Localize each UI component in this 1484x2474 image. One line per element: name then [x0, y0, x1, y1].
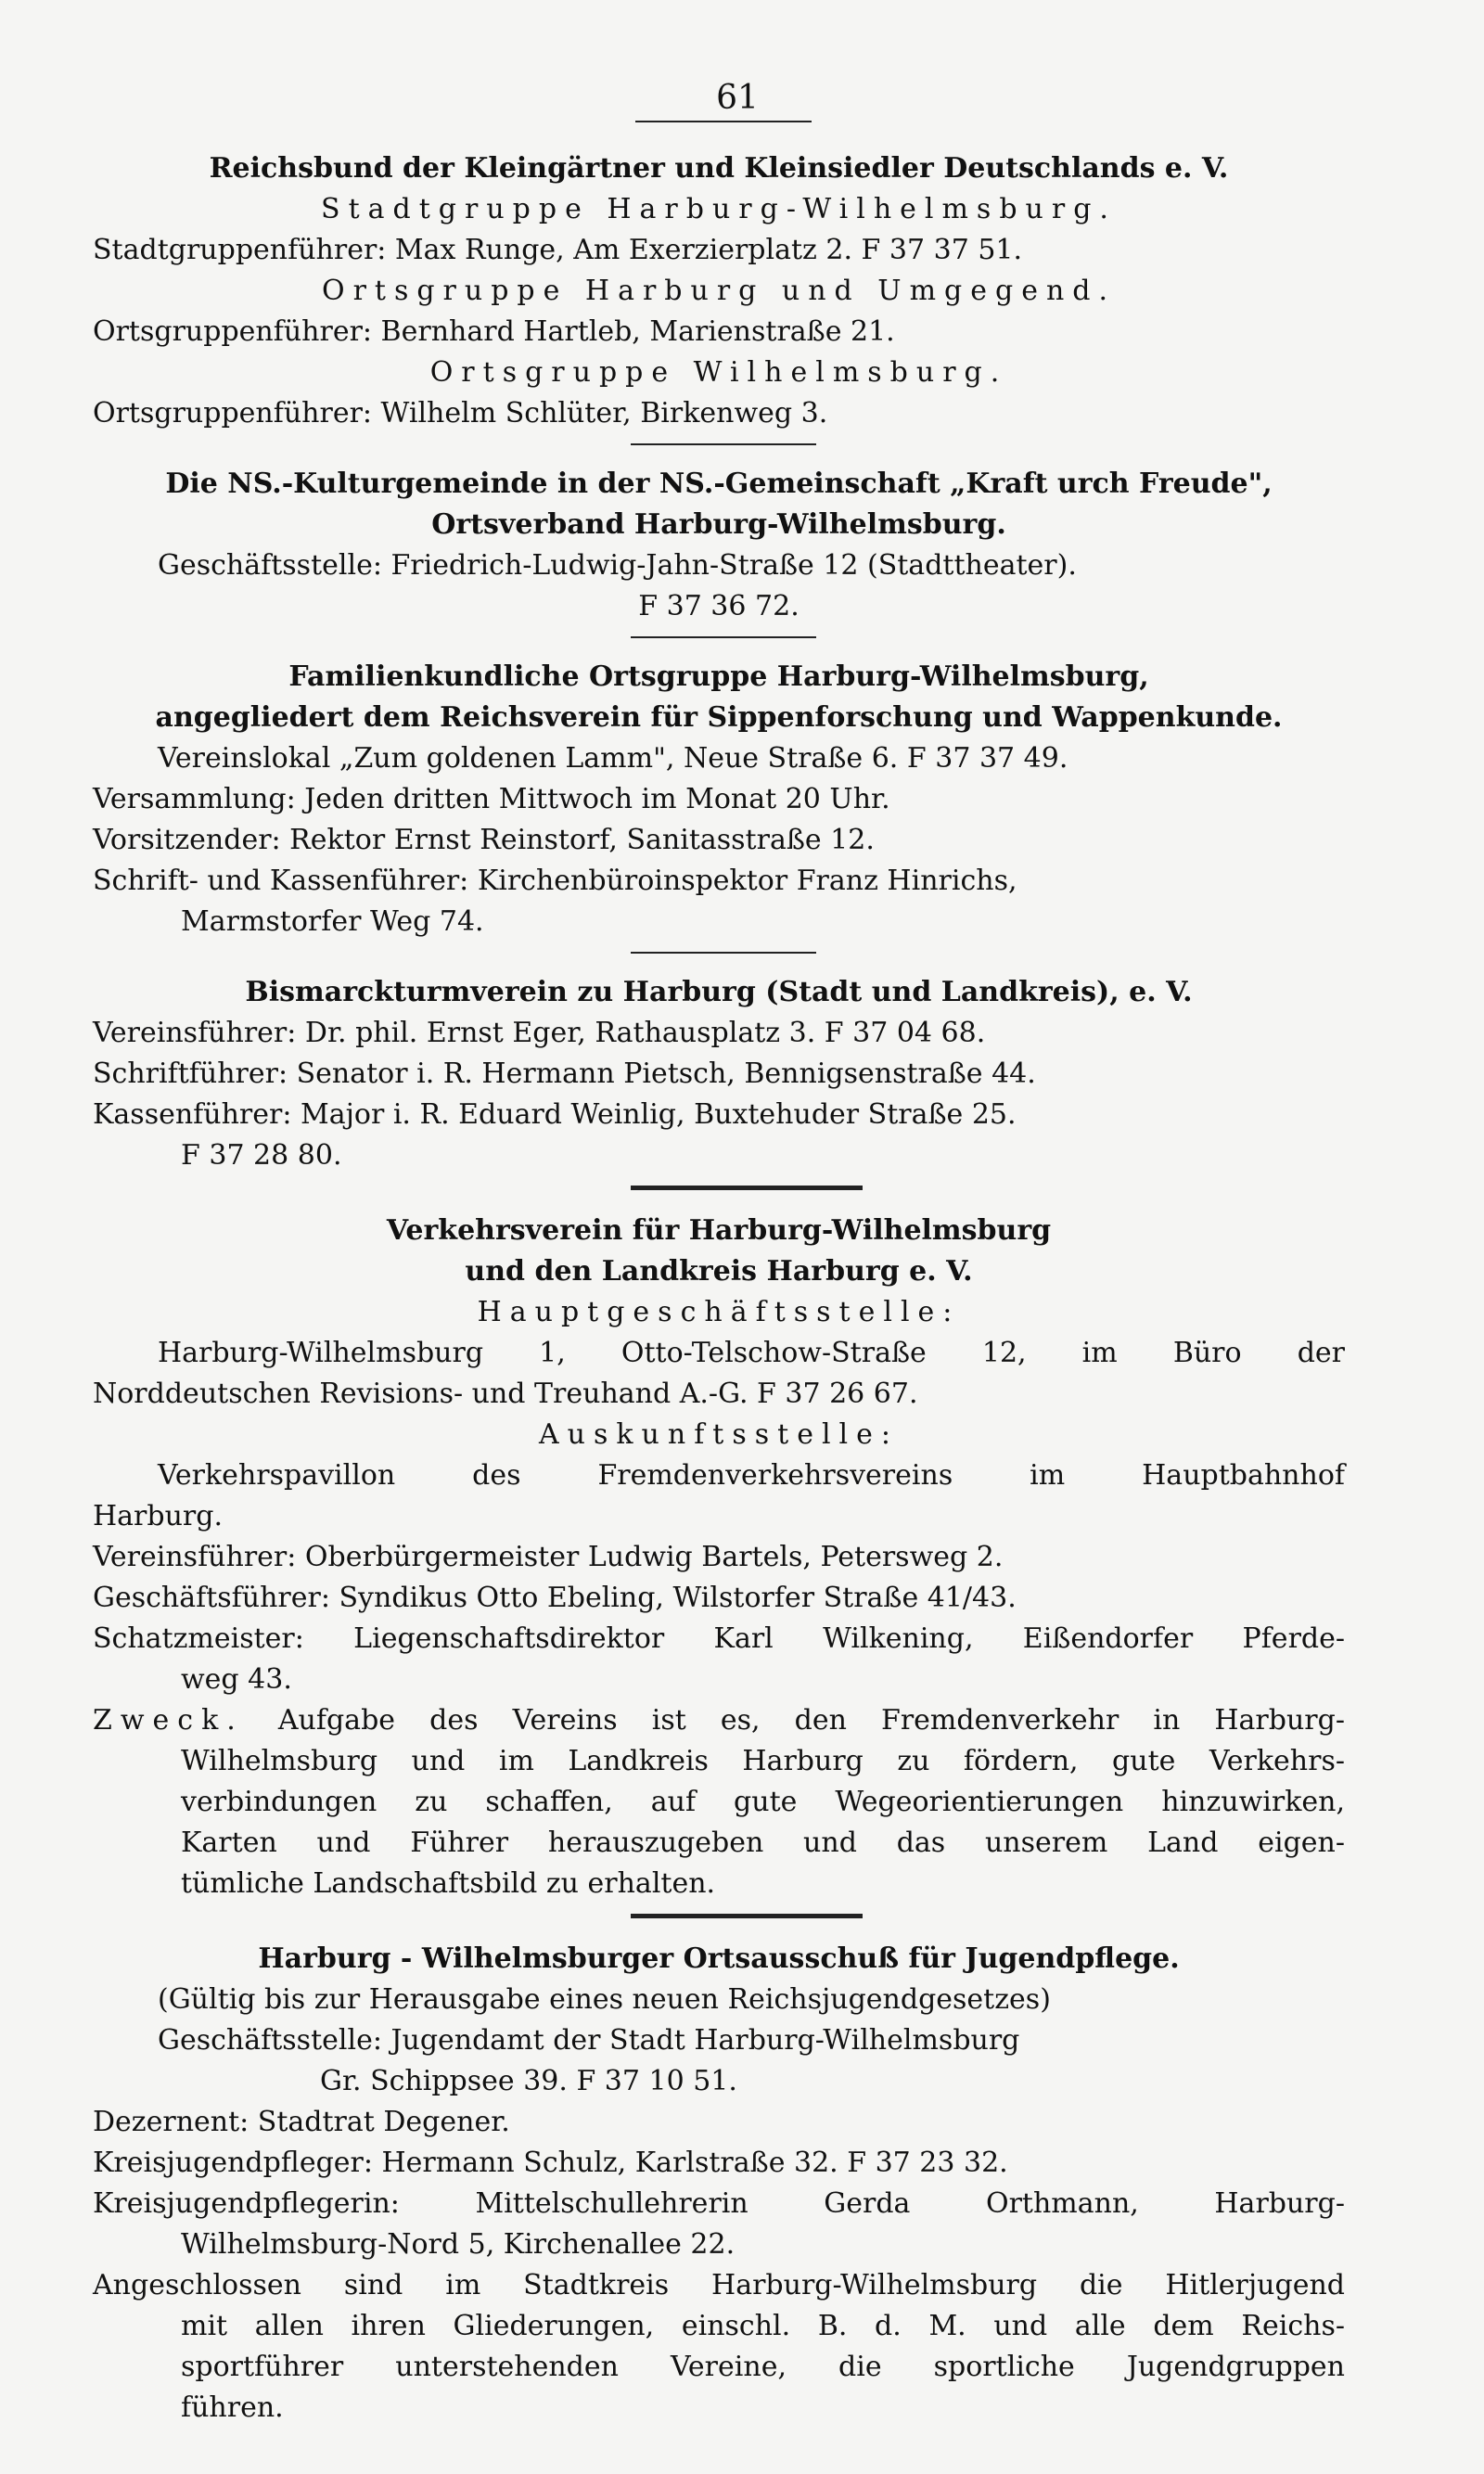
entry-line: Harburg. [93, 1500, 223, 1532]
section-title: Harburg - Wilhelmsburger Ortsausschuß für Jugendpflege. [258, 1942, 1180, 1975]
entry-line: Stadtgruppenführer: Max Runge, Am Exerzierplatz 2. F 37 37 51. [93, 234, 1023, 266]
entry-line: Kreisjugendpfleger: Hermann Schulz, Karlstraße 32. F 37 23 32. [93, 2147, 1008, 2179]
section-kulturgemeinde [93, 464, 1345, 627]
section-jugendpflege [93, 1939, 1345, 2429]
section-title: Verkehrsverein für Harburg-Wilhelmsburg [386, 1214, 1052, 1247]
entry-line: Schriftführer: Senator i. R. Hermann Pietsch, Bennigsenstraße 44. [93, 1058, 1036, 1090]
entry-line: Marmstorfer Weg 74. [181, 905, 484, 938]
page-number: 61 [716, 79, 759, 117]
entry-line: Schrift- und Kassenführer: Kirchenbüroinspektor Franz Hinrichs, [93, 865, 1017, 897]
entry-line: Versammlung: Jeden dritten Mittwoch im Monat 20 Uhr. [93, 783, 890, 815]
entry-line: Schatzmeister: Liegenschaftsdirektor Karl Wilkening, Eißendorfer Pferde- [93, 1622, 1345, 1655]
divider [631, 1186, 863, 1190]
purpose-line: Karten und Führer herauszugeben und das unserem Land eigen- [181, 1827, 1345, 1859]
entry-line: Kassenführer: Major i. R. Eduard Weinlig, Buxtehuder Straße 25. [93, 1098, 1017, 1131]
section-kleingaertner [93, 148, 1345, 434]
entry-line: führen. [181, 2391, 284, 2424]
purpose-line [93, 1700, 1345, 1741]
entry-line: Angeschlossen sind im Stadtkreis Harburg-Wilhelmsburg die Hitlerjugend [93, 2269, 1345, 2301]
section-bismarckturm [93, 972, 1345, 1176]
entry-line: Harburg-Wilhelmsburg 1, Otto-Telschow-Straße 12, im Büro der [158, 1337, 1345, 1369]
entry-line: Ortsgruppenführer: Bernhard Hartleb, Marienstraße 21. [93, 315, 895, 348]
entry-line: sportführer unterstehenden Vereine, die sportliche Jugendgruppen [181, 2351, 1345, 2383]
subheading: Hauptgeschäftsstelle: [477, 1296, 961, 1328]
entry-line: Geschäftsstelle: Jugendamt der Stadt Harburg-Wilhelmsburg [158, 2024, 1020, 2057]
section-subtitle: Ortsverband Harburg-Wilhelmsburg. [431, 508, 1006, 541]
group-heading: Stadtgruppe Harburg-Wilhelmsburg. [321, 193, 1117, 225]
section-title: Reichsbund der Kleingärtner und Kleinsiedler Deutschlands e. V. [209, 152, 1229, 185]
purpose-line: tümliche Landschaftsbild zu erhalten. [181, 1867, 716, 1900]
entry-line: mit allen ihren Gliederungen, einschl. B. d. M. und alle dem Reichs- [181, 2310, 1345, 2342]
entry-line: Kreisjugendpflegerin: Mittelschullehrerin Gerda Orthmann, Harburg- [93, 2187, 1345, 2220]
entry-line: (Gültig bis zur Herausgabe eines neuen Reichsjugendgesetzes) [158, 1983, 1051, 2016]
entry-line: Verkehrspavillon des Fremdenverkehrsvereins im Hauptbahnhof [158, 1459, 1345, 1492]
entry-line: Vorsitzender: Rektor Ernst Reinstorf, Sanitasstraße 12. [93, 824, 875, 856]
divider [635, 121, 812, 122]
section-subtitle: angegliedert dem Reichsverein für Sippenforschung und Wappenkunde. [155, 701, 1283, 734]
purpose-label: Zweck. [93, 1704, 244, 1737]
group-heading: Ortsgruppe Harburg und Umgegend. [321, 275, 1117, 307]
purpose-line: Wilhelmsburg und im Landkreis Harburg zu fördern, gute Verkehrs- [181, 1745, 1345, 1777]
entry-line: Vereinsführer: Dr. phil. Ernst Eger, Rathausplatz 3. F 37 04 68. [93, 1017, 986, 1049]
purpose-text: Aufgabe des Vereins ist es, den Fremdenverkehr in Harburg- [277, 1704, 1345, 1737]
section-title: Familienkundliche Ortsgruppe Harburg-Wilhelmsburg, [288, 660, 1149, 693]
entry-line: Wilhelmsburg-Nord 5, Kirchenallee 22. [181, 2228, 736, 2261]
section-title: Bismarckturmverein zu Harburg (Stadt und Landkreis), e. V. [245, 976, 1193, 1008]
entry-line: Ortsgruppenführer: Wilhelm Schlüter, Birkenweg 3. [93, 397, 828, 429]
entry-line: Gr. Schippsee 39. F 37 10 51. [320, 2065, 737, 2097]
entry-line: Geschäftsstelle: Friedrich-Ludwig-Jahn-Straße 12 (Stadttheater). [158, 549, 1077, 582]
divider [631, 1914, 863, 1918]
divider [631, 636, 816, 638]
entry-line: Dezernent: Stadtrat Degener. [93, 2106, 510, 2138]
phone-line: F 37 28 80. [181, 1139, 342, 1172]
group-heading: Ortsgruppe Wilhelmsburg. [429, 356, 1008, 389]
entry-line: Norddeutschen Revisions- und Treuhand A.-G. F 37 26 67. [93, 1378, 918, 1410]
divider [631, 952, 816, 954]
entry-line: Geschäftsführer: Syndikus Otto Ebeling, Wilstorfer Straße 41/43. [93, 1582, 1017, 1614]
subheading: Auskunftsstelle: [538, 1418, 899, 1451]
divider [631, 443, 816, 445]
entry-line: Vereinslokal „Zum goldenen Lamm", Neue Straße 6. F 37 37 49. [158, 742, 1068, 775]
section-familienkunde [93, 657, 1345, 942]
entry-line: Vereinsführer: Oberbürgermeister Ludwig Bartels, Petersweg 2. [93, 1541, 1004, 1573]
purpose-line: verbindungen zu schaffen, auf gute Wegeorientierungen hinzuwirken, [181, 1786, 1345, 1818]
phone-line: F 37 36 72. [638, 590, 800, 622]
entry-line: weg 43. [181, 1663, 292, 1696]
section-subtitle: und den Landkreis Harburg e. V. [465, 1255, 973, 1288]
section-verkehrsverein [93, 1211, 1345, 1904]
section-title: Die NS.-Kulturgemeinde in der NS.-Gemeinschaft „Kraft urch Freude", [165, 468, 1273, 500]
